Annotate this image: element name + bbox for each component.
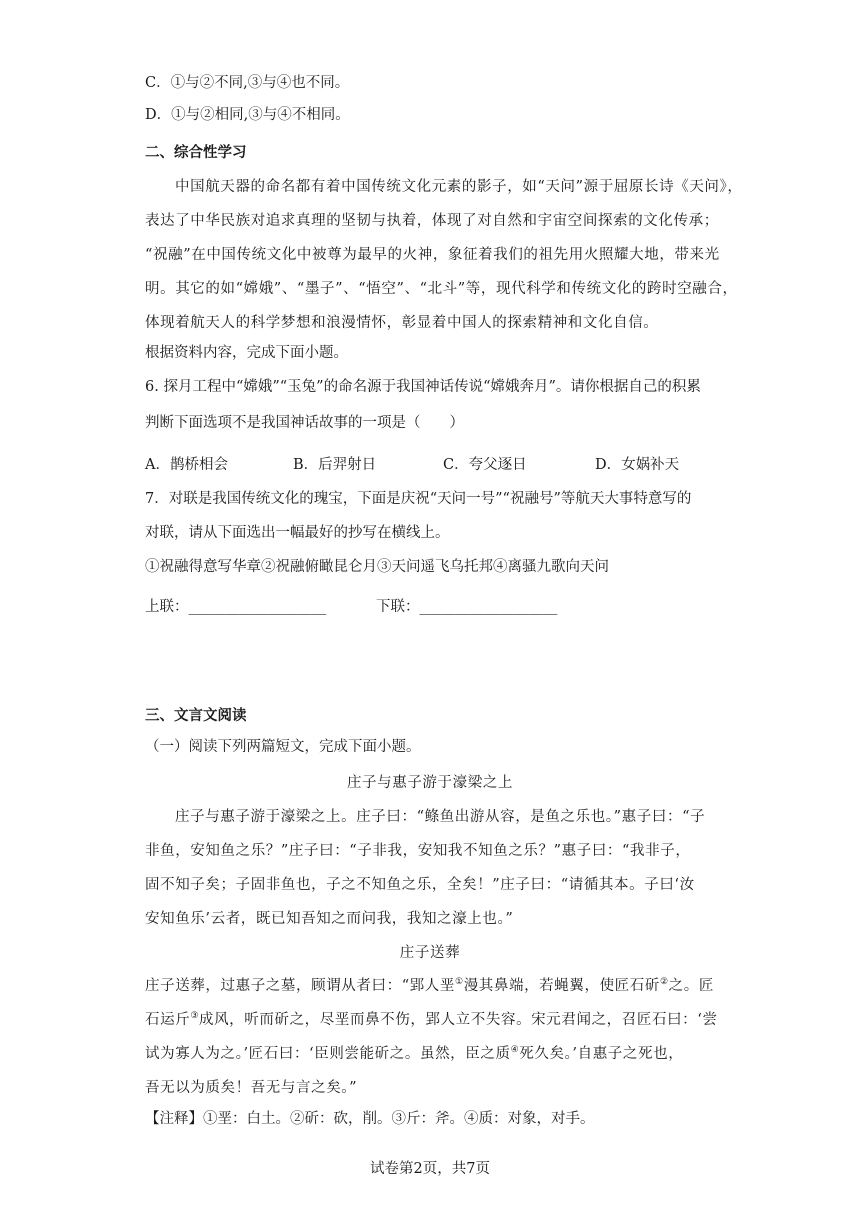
text2-line-1: 庄子送葬，过惠子之墓，顾谓从者曰：“郢人垩①漫其鼻端，若蝇翼，使匠石斫②之。匠	[145, 977, 714, 994]
q6-line-1: 6. 探月工程中“嫦娥”“玉兔”的命名源于我国神话传说“嫦娥奔月”。请你根据自己的积累	[145, 379, 701, 395]
instruction: 根据资料内容，完成下面小题。	[145, 345, 348, 361]
annotations: 【注释】①垩：白土。②斫：砍，削。③斤：斧。④质：对象，对手。	[145, 1111, 595, 1127]
q6-line-2: 判断下面选项不是我国神话故事的一项是（ ）	[145, 415, 464, 431]
q6-option-b: B．后羿射日	[293, 457, 377, 473]
section3-heading: 三、文言文阅读	[145, 707, 247, 724]
q7-line-1: 7．对联是我国传统文化的瑰宝，下面是庆祝“天问一号”“祝融号”等航天大事特意写的	[145, 491, 692, 507]
passage-line-1: 中国航天器的命名都有着中国传统文化元素的影子，如“天问”源于屈原长诗《天问》，	[175, 179, 743, 195]
text2-title: 庄子送葬	[399, 945, 461, 961]
section2-heading: 二、综合性学习	[145, 144, 247, 161]
footnote-marker-4: ④	[510, 1045, 520, 1056]
passage-line-4: 明。其它的如“嫦娥”、“墨子”、“悟空”、“北斗”等，现代科学和传统文化的跨时空融合，	[145, 281, 738, 297]
passage-line-3: “祝融”在中国传统文化中被尊为最早的火神，象征着我们的祖先用火照耀大地，带来光	[145, 247, 720, 263]
text1-line-4: 安知鱼乐’云者，既已知吾知之而问我，我知之濠上也。”	[145, 911, 514, 927]
passage-line-5: 体现着航天人的科学梦想和浪漫情怀，彰显着中国人的探索精神和文化自信。	[145, 315, 659, 331]
page-footer: 试卷第2页，共7页	[370, 1161, 490, 1177]
passage-line-2: 表达了中华民族对追求真理的坚韧与执着，体现了对自然和宇宙空间探索的文化传承；	[145, 213, 719, 229]
q7-upper-blank: 上联：___________________	[145, 599, 327, 615]
q6-option-d: D．女娲补天	[595, 457, 680, 473]
text2-line-4: 吾无以为质矣！吾无与言之矣。”	[145, 1080, 358, 1096]
text2-line-2: 石运斤③成风，听而斫之，尽垩而鼻不伤，郢人立不失容。宋元君闻之，召匠石曰：‘尝	[145, 1011, 718, 1028]
q6-option-c: C．夸父逐日	[443, 457, 527, 473]
footnote-marker-2: ②	[660, 977, 669, 988]
section3-intro: （一）阅读下列两篇短文，完成下面小题。	[145, 739, 421, 755]
q7-choices: ①祝融得意写华章②祝融俯瞰昆仑月③天问遥飞乌托邦④离骚九歌向天问	[145, 559, 609, 575]
text1-line-2: 非鱼，安知鱼之乐？”庄子曰：“子非我，安知我不知鱼之乐？”惠子曰：“我非子，	[145, 843, 691, 859]
q7-lower-blank: 下联：___________________	[376, 599, 558, 615]
option-d: D．①与②相同,③与④不相同。	[145, 107, 350, 123]
text1-line-3: 固不知子矣；子固非鱼也，子之不知鱼之乐，全矣！”庄子曰：“请循其本。子曰‘汝	[145, 877, 695, 893]
footnote-marker-1: ①	[455, 977, 464, 988]
text1-title: 庄子与惠子游于濠梁之上	[346, 775, 514, 791]
q7-line-2: 对联，请从下面选出一幅最好的抄写在横线上。	[145, 525, 450, 541]
option-c: C．①与②不同,③与④也不同。	[145, 75, 350, 91]
text2-line-3: 试为寡人为之。’匠石曰：‘臣则尝能斫之。虽然，臣之质④死久矣。’自惠子之死也，	[145, 1045, 684, 1062]
text1-line-1: 庄子与惠子游于濠梁之上。庄子曰：“鲦鱼出游从容，是鱼之乐也。”惠子曰：“子	[175, 809, 706, 825]
footnote-marker-3: ③	[190, 1011, 199, 1022]
q6-option-a: A．鹊桥相会	[145, 457, 228, 473]
